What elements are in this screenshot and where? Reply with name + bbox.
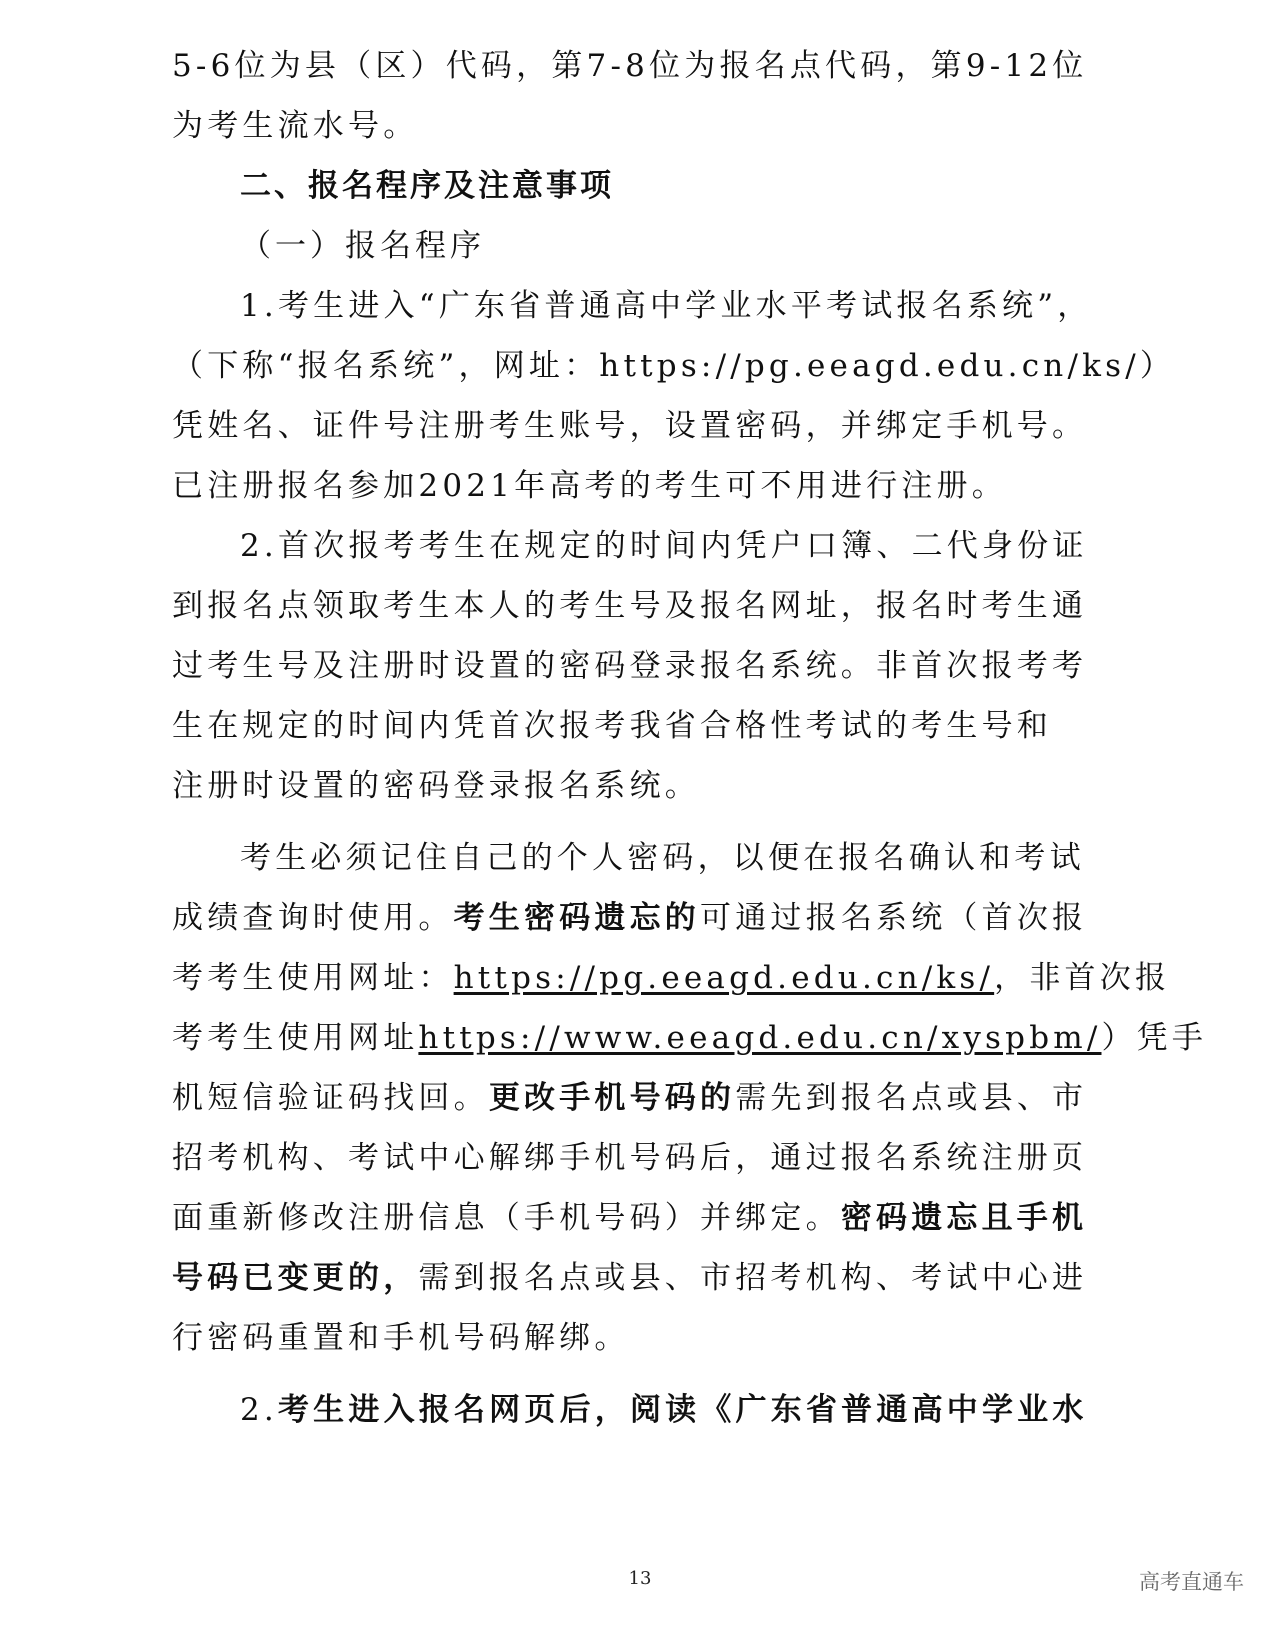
paragraph-line: 考生必须记住自己的个人密码，以便在报名确认和考试 (240, 840, 1085, 876)
paragraph-registration-step-1 (172, 276, 1176, 516)
paragraph-line (172, 948, 1171, 1008)
paragraph-line (172, 1188, 1088, 1248)
page-number: 13 (628, 1568, 652, 1589)
text-segment: 需到报名点或县、市招考机构、考试中心进 (418, 1260, 1088, 1296)
paragraph-line: 招考机构、考试中心解绑手机号码后，通过报名系统注册页 (172, 1140, 1088, 1176)
paragraph-line: 已注册报名参加2021年高考的考生可不用进行注册。 (172, 468, 1007, 504)
paragraph-password-notes (172, 828, 1208, 1368)
bold-text-segment: 更改手机号码的 (488, 1080, 736, 1116)
text-segment: 面重新修改注册信息（手机号码）并绑定。 (172, 1200, 841, 1236)
text-segment: 2. (240, 1392, 278, 1428)
paragraph-line (172, 888, 1088, 948)
text-segment: 机短信验证码找回。 (172, 1080, 489, 1116)
document-page (172, 36, 1208, 1440)
paragraph-line: 1.考生进入“广东省普通高中学业水平考试报名系统”， (240, 288, 1093, 324)
paragraph-line: 行密码重置和手机号码解绑。 (172, 1320, 630, 1356)
text-segment: 考考生使用网址 (172, 1020, 419, 1056)
text-segment: 考考生使用网址： (172, 960, 454, 996)
returning-candidate-url-link[interactable]: https://www.eeagd.edu.cn/xyspbm/ (418, 1020, 1102, 1056)
paragraph-line: （下称“报名系统”，网址：https://pg.eeagd.edu.cn/ks/） (172, 348, 1176, 384)
paragraph-line: 凭姓名、证件号注册考生账号，设置密码，并绑定手机号。 (172, 408, 1088, 444)
bold-text-segment: 号码已变更的， (172, 1260, 419, 1296)
watermark-text: 高考直通车 (1139, 1570, 1244, 1594)
subsection-heading: （一）报名程序 (240, 228, 485, 264)
text-segment: 可通过报名系统（首次报 (700, 900, 1088, 936)
paragraph-line: 为考生流水号。 (172, 108, 419, 144)
text-segment: ）凭手 (1101, 1020, 1208, 1056)
paragraph-registration-step-2b (172, 1380, 1088, 1440)
paragraph-line: 注册时设置的密码登录报名系统。 (172, 768, 700, 804)
paragraph-line: 到报名点领取考生本人的考生号及报名网址，报名时考生通 (172, 588, 1088, 624)
bold-text-segment: 密码遗忘且手机 (840, 1200, 1088, 1236)
registration-url-link[interactable]: https://pg.eeagd.edu.cn/ks/ (453, 960, 995, 996)
paragraph-line (172, 1008, 1208, 1068)
bold-text-segment: 考生密码遗忘的 (453, 900, 701, 936)
text-segment: 成绩查询时使用。 (172, 900, 454, 936)
paragraph-line (172, 1068, 1088, 1128)
section-heading: 二、报名程序及注意事项 (240, 168, 614, 204)
paragraph-line: 生在规定的时间内凭首次报考我省合格性考试的考生号和 (172, 708, 1052, 744)
paragraph-line: 2.首次报考考生在规定的时间内凭户口簿、二代身份证 (240, 528, 1088, 564)
paragraph-registration-step-2 (172, 516, 1088, 816)
paragraph-line: 5-6位为县（区）代码，第7-8位为报名点代码，第9-12位 (172, 48, 1088, 84)
text-segment: 需先到报名点或县、市 (735, 1080, 1088, 1116)
bold-text-segment: 考生进入报名网页后，阅读《广东省普通高中学业水 (277, 1392, 1088, 1428)
paragraph-line (172, 1380, 1088, 1440)
text-segment: ，非首次报 (994, 960, 1171, 996)
paragraph-line (172, 1248, 1088, 1308)
paragraph-line: 过考生号及注册时设置的密码登录报名系统。非首次报考考 (172, 648, 1088, 684)
